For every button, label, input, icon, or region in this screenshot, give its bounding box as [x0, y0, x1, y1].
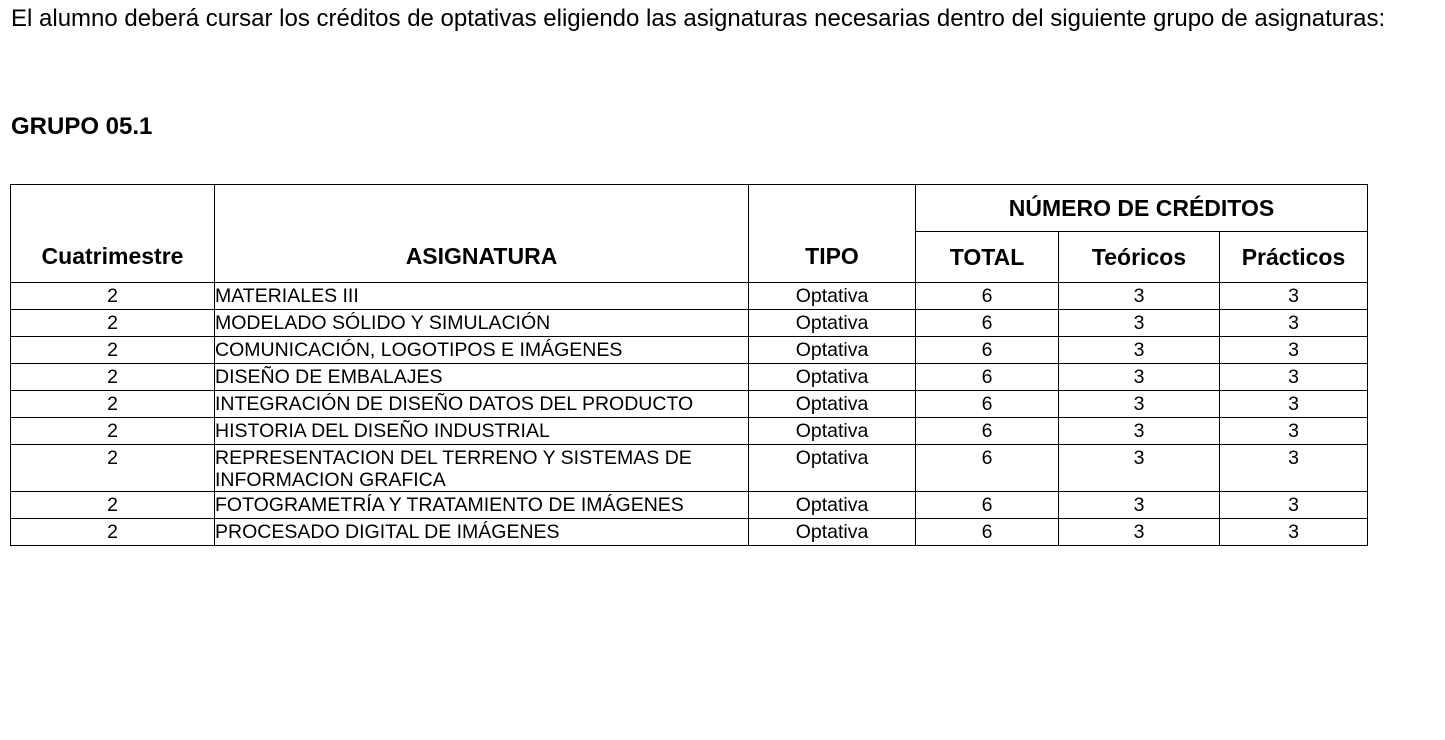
practice-credits-cell: 3 — [1220, 519, 1368, 546]
subject-cell: MATERIALES III — [215, 283, 749, 310]
header-practice: Prácticos — [1220, 232, 1368, 283]
header-blank-type — [749, 185, 916, 232]
practice-credits-cell: 3 — [1220, 418, 1368, 445]
subject-cell: FOTOGRAMETRÍA Y TRATAMIENTO DE IMÁGENES — [215, 492, 749, 519]
header-total: TOTAL — [916, 232, 1059, 283]
theory-credits-cell: 3 — [1059, 445, 1220, 492]
table-row — [11, 492, 1368, 519]
table-row — [11, 391, 1368, 418]
practice-credits-cell: 3 — [1220, 364, 1368, 391]
total-credits-cell: 6 — [916, 283, 1059, 310]
subject-cell: MODELADO SÓLIDO Y SIMULACIÓN — [215, 310, 749, 337]
subject-cell: DISEÑO DE EMBALAJES — [215, 364, 749, 391]
semester-cell: 2 — [11, 364, 215, 391]
table-row — [11, 283, 1368, 310]
theory-credits-cell: 3 — [1059, 337, 1220, 364]
header-credits-group: NÚMERO DE CRÉDITOS — [916, 185, 1368, 232]
practice-credits-cell: 3 — [1220, 337, 1368, 364]
subject-cell: INTEGRACIÓN DE DISEÑO DATOS DEL PRODUCTO — [215, 391, 749, 418]
header-blank-semester — [11, 185, 215, 232]
subject-cell: COMUNICACIÓN, LOGOTIPOS E IMÁGENES — [215, 337, 749, 364]
semester-cell: 2 — [11, 418, 215, 445]
type-cell: Optativa — [749, 418, 916, 445]
subject-cell: PROCESADO DIGITAL DE IMÁGENES — [215, 519, 749, 546]
semester-cell: 2 — [11, 337, 215, 364]
theory-credits-cell: 3 — [1059, 519, 1220, 546]
theory-credits-cell: 3 — [1059, 310, 1220, 337]
courses-table — [10, 184, 1368, 546]
total-credits-cell: 6 — [916, 445, 1059, 492]
theory-credits-cell: 3 — [1059, 492, 1220, 519]
type-cell: Optativa — [749, 337, 916, 364]
subject-cell: REPRESENTACION DEL TERRENO Y SISTEMAS DE INFORMACION GRAFICA — [215, 445, 749, 492]
type-cell: Optativa — [749, 445, 916, 492]
header-subject: ASIGNATURA — [215, 232, 749, 283]
total-credits-cell: 6 — [916, 519, 1059, 546]
practice-credits-cell: 3 — [1220, 391, 1368, 418]
total-credits-cell: 6 — [916, 418, 1059, 445]
practice-credits-cell: 3 — [1220, 283, 1368, 310]
header-semester: Cuatrimestre — [11, 232, 215, 283]
practice-credits-cell: 3 — [1220, 492, 1368, 519]
practice-credits-cell: 3 — [1220, 445, 1368, 492]
header-type: TIPO — [749, 232, 916, 283]
header-theory: Teóricos — [1059, 232, 1220, 283]
table-row — [11, 310, 1368, 337]
type-cell: Optativa — [749, 283, 916, 310]
table-row — [11, 445, 1368, 492]
total-credits-cell: 6 — [916, 310, 1059, 337]
theory-credits-cell: 3 — [1059, 283, 1220, 310]
group-title: GRUPO 05.1 — [11, 113, 153, 140]
table-row — [11, 337, 1368, 364]
total-credits-cell: 6 — [916, 364, 1059, 391]
practice-credits-cell: 3 — [1220, 310, 1368, 337]
table-row — [11, 519, 1368, 546]
theory-credits-cell: 3 — [1059, 418, 1220, 445]
semester-cell: 2 — [11, 283, 215, 310]
type-cell: Optativa — [749, 519, 916, 546]
theory-credits-cell: 3 — [1059, 364, 1220, 391]
type-cell: Optativa — [749, 310, 916, 337]
intro-paragraph: El alumno deberá cursar los créditos de optativas eligiendo las asignaturas necesarias dentro del siguiente grupo de asignaturas: — [11, 5, 1386, 32]
subject-cell: HISTORIA DEL DISEÑO INDUSTRIAL — [215, 418, 749, 445]
header-blank-subject — [215, 185, 749, 232]
total-credits-cell: 6 — [916, 492, 1059, 519]
semester-cell: 2 — [11, 445, 215, 492]
table-row — [11, 418, 1368, 445]
type-cell: Optativa — [749, 391, 916, 418]
total-credits-cell: 6 — [916, 337, 1059, 364]
total-credits-cell: 6 — [916, 391, 1059, 418]
semester-cell: 2 — [11, 519, 215, 546]
type-cell: Optativa — [749, 492, 916, 519]
type-cell: Optativa — [749, 364, 916, 391]
semester-cell: 2 — [11, 391, 215, 418]
table-row — [11, 364, 1368, 391]
theory-credits-cell: 3 — [1059, 391, 1220, 418]
semester-cell: 2 — [11, 310, 215, 337]
semester-cell: 2 — [11, 492, 215, 519]
